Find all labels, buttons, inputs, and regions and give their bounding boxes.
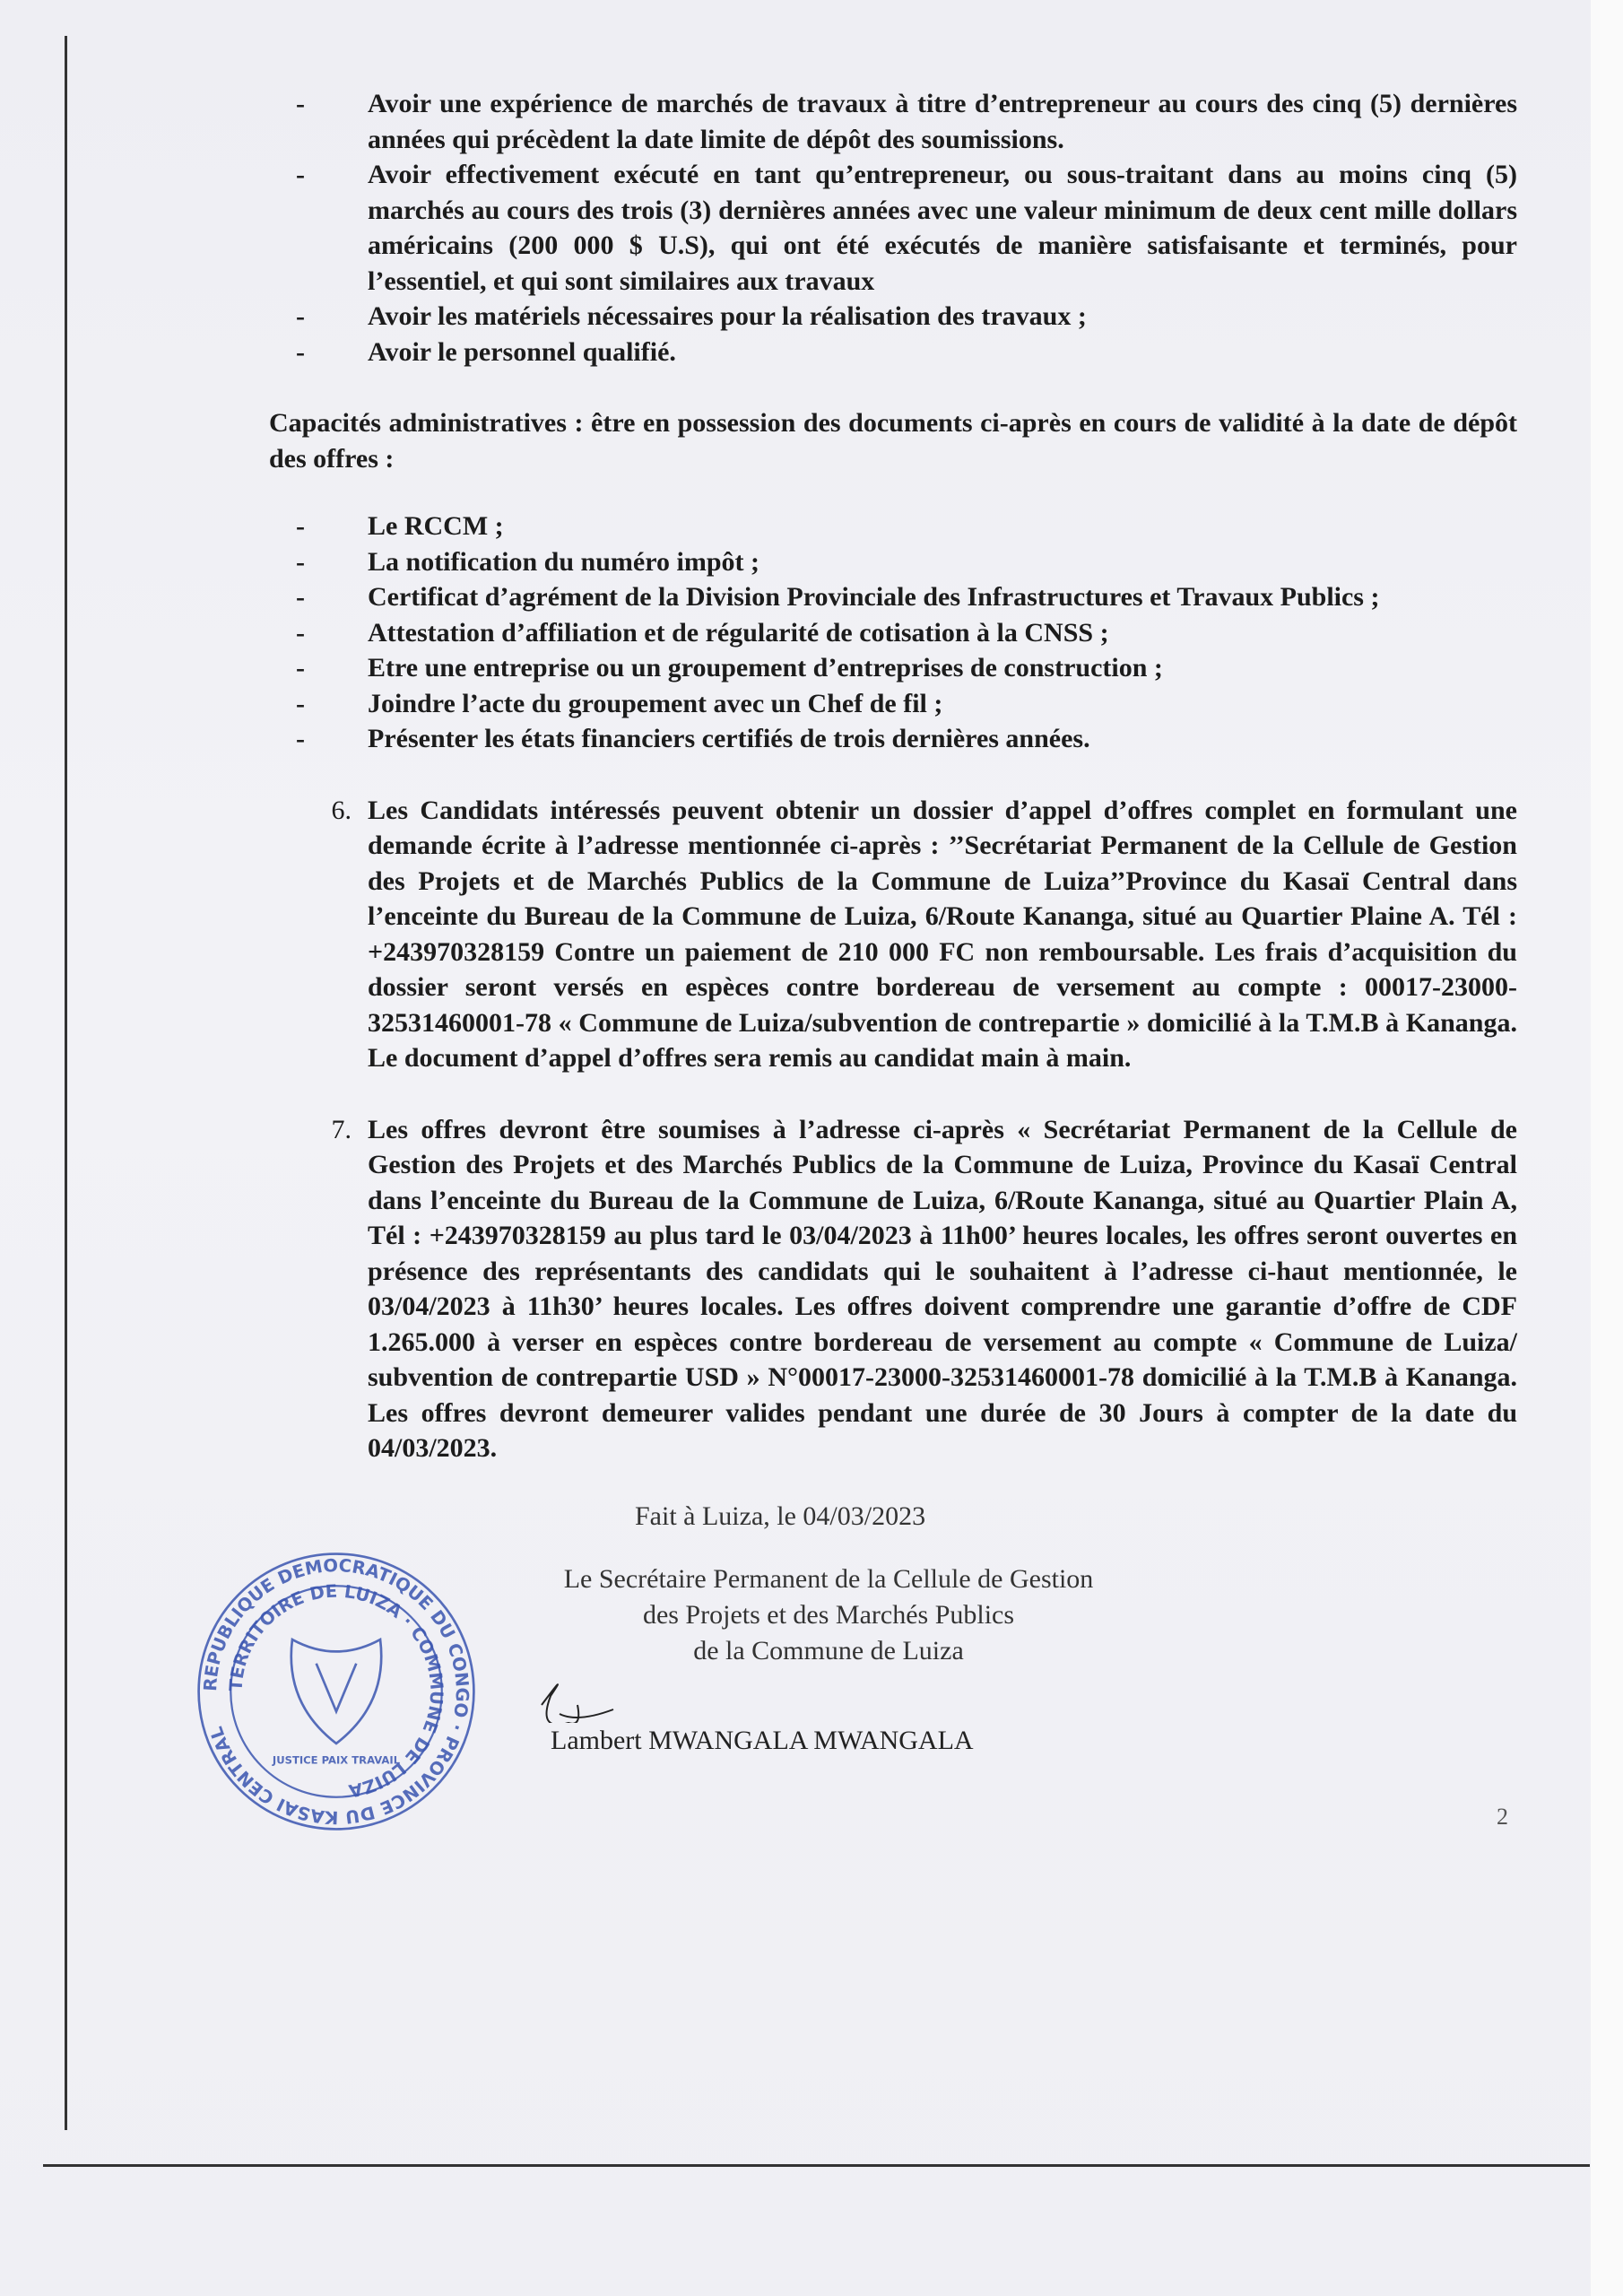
list-item: - Avoir le personnel qualifié. xyxy=(296,336,676,367)
list-item: - Attestation d’affiliation et de régularité de cotisation à la CNSS ; xyxy=(296,617,1109,648)
stamp-outer-text: REPUBLIQUE DEMOCRATIQUE DU CONGO · PROVINCE DU KASAI CENTRAL xyxy=(200,1554,473,1828)
document-body xyxy=(200,86,1517,1831)
list-item: - Avoir les matériels nécessaires pour la réalisation des travaux ; xyxy=(296,301,1087,331)
official-stamp xyxy=(188,1544,484,1839)
list-item: - Avoir effectivement exécuté en tant qu’entrepreneur, ou sous-traitant dans au moins cinq (5) marchés au cours des trois (3) dernières années avec une valeur minimum de deux cent mille dollars américains (200 000 $ U.S), qui ont été exécutés de manière satisfaisante et terminés, pour l’essentiel, et qui sont similaires aux travaux xyxy=(296,160,1517,296)
admin-documents-list xyxy=(269,509,1517,757)
list-item: - Certificat d’agrément de la Division Provinciale des Infrastructures et Travaux Publics ; xyxy=(296,582,1380,612)
stamp-inner-text: TERRITOIRE DE LUIZA · COMMUNE DE LUIZA xyxy=(225,1580,447,1801)
place-date: Fait à Luiza, le 04/03/2023 xyxy=(635,1500,926,1531)
numbered-item-6: 6. Les Candidats intéressés peuvent obtenir un dossier d’appel d’offres complet en formulant une demande écrite à l’adresse mentionnée ci-après : ’’Secrétariat Permanent de la Cellule de Gestion des Projets et de Marchés Publics de la Commune de Luiza’’Province du Kasaï Central dans l’enceinte du Bureau de la Commune de Luiza, 6/Route Kananga, situé au Quartier Plaine A. Tél : +243970328159 Contre un paiement de 210 000 FC non remboursable. Les frais d’acquisition du dossier seront versés en espèces contre bordereau de versement au compte : 00017-23000-32531460001-78 « Commune de Luiza/subvention de contrepartie » domicilié à la T.M.B à Kananga. Le document d’appel d’offres sera remis au candidat main à main. xyxy=(331,795,1517,1073)
handwritten-signature xyxy=(533,1669,658,1723)
scan-margin-right xyxy=(1591,0,1623,2296)
list-item: - La notification du numéro impôt ; xyxy=(296,546,759,577)
list-item: - Présenter les états financiers certifiés de trois dernières années. xyxy=(296,724,1090,753)
signature-section xyxy=(188,1544,1517,1839)
list-item: - Joindre l’acte du groupement avec un Chef de fil ; xyxy=(296,688,943,718)
list-item: - Etre une entreprise ou un groupement d’entreprises de construction ; xyxy=(296,653,1163,683)
signatory-name: Lambert MWANGALA MWANGALA xyxy=(551,1725,974,1755)
technical-requirements-list xyxy=(269,86,1517,370)
scan-border-left xyxy=(65,36,67,2130)
numbered-item-7: 7. Les offres devront être soumises à l’adresse ci-après « Secrétariat Permanent de la Cellule de Gestion des Projets et des Marchés Publics de la Commune de Luiza, Province du Kasaï Central dans l’enceinte du Bureau de la Commune de Luiza, 6/Route Kananga, situé au Quartier Plain A, Tél : +243970328159 au plus tard le 03/04/2023 à 11h00’ heures locales, les offres seront ouvertes en présence des représentants des candidats qui le souhaitent à l’adresse ci-haut mentionnée, le 03/04/2023 à 11h30’ heures locales. Les offres doivent comprendre une garantie d’offre de CDF 1.265.000 à verser en espèces contre bordereau de versement au compte « Commune de Luiza/ subvention de contrepartie USD » N°00017-23000-32531460001-78 domicilié à la T.M.B à Kananga. Les offres devront demeurer valides pendant une durée de 30 Jours à compter de la date du 04/03/2023. xyxy=(331,1114,1517,1463)
page-number: 2 xyxy=(1497,1803,1508,1830)
signature-block xyxy=(497,1544,1160,1759)
list-item: - Le RCCM ; xyxy=(296,511,504,541)
admin-heading: Capacités administratives : être en possession des documents ci-après en cours de validité à la date de dépôt des offres : xyxy=(269,408,1517,474)
list-item: - Avoir une expérience de marchés de travaux à titre d’entrepreneur au cours des cinq (5) dernières années qui précèdent la date limite de dépôt des soumissions. xyxy=(296,89,1517,154)
signatory-title: Le Secrétaire Permanent de la Cellule de Gestion des Projets et des Marchés Publics de la Commune de Luiza xyxy=(563,1563,1094,1665)
svg-text:TERRITOIRE DE LUIZA · COMMUNE xyxy=(226,1580,447,1801)
scan-border-bottom xyxy=(43,2164,1590,2167)
stamp-motto: JUSTICE PAIX TRAVAIL xyxy=(272,1752,401,1766)
